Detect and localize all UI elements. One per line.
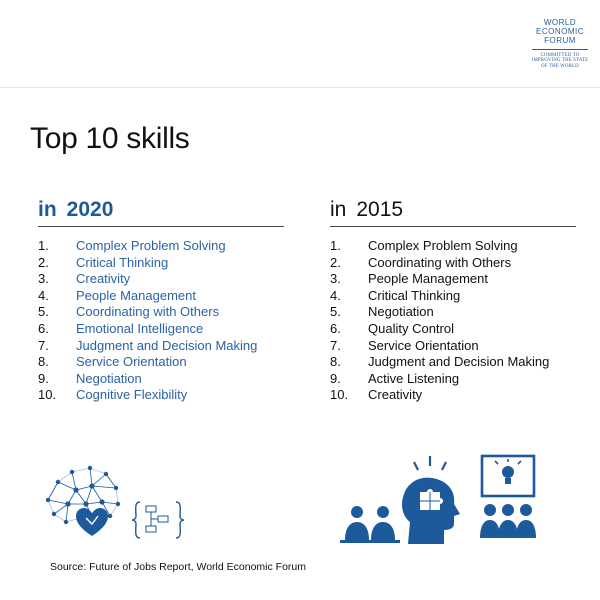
illustration-right [340, 452, 540, 547]
logo-line-1: WORLD [543, 18, 577, 27]
skill-name: Critical Thinking [368, 287, 461, 303]
column-heading-2015 [330, 196, 576, 226]
heading-year: 2020 [66, 198, 114, 221]
list-item [38, 304, 284, 321]
skill-name: Negotiation [76, 370, 142, 386]
flowchart-braces-icon [132, 502, 184, 538]
rank-number: 10. [38, 387, 57, 403]
rank-number: 9. [38, 370, 49, 386]
list-item [38, 321, 284, 338]
skill-name: Coordinating with Others [368, 254, 512, 270]
list-item [330, 304, 576, 321]
skill-name: Judgment and Decision Making [76, 337, 258, 353]
rank-number: 2. [330, 254, 341, 270]
skills-2020-column [38, 196, 284, 404]
skill-name: Complex Problem Solving [368, 238, 518, 253]
presentation-lightbulb-icon [480, 456, 536, 538]
logo-tagline-3: OF THE WORLD [541, 63, 579, 69]
page-title: Top 10 skills [30, 122, 190, 155]
skill-name: Judgment and Decision Making [368, 354, 550, 370]
rank-number: 7. [330, 337, 341, 353]
rank-number: 3. [330, 271, 341, 287]
skill-name: Service Orientation [368, 337, 479, 353]
rank-number: 5. [38, 304, 49, 320]
skill-name: Coordinating with Others [76, 304, 220, 320]
rank-number: 10. [330, 387, 349, 403]
wef-logo [528, 18, 592, 69]
list-item [330, 238, 576, 255]
skill-name: Creativity [368, 387, 423, 403]
rank-number: 9. [330, 370, 341, 386]
list-item [330, 338, 576, 355]
list-item [38, 288, 284, 305]
logo-tagline-1: COMMITTED TO [540, 53, 580, 58]
list-item [330, 321, 576, 338]
header-band [0, 0, 600, 88]
list-item [38, 387, 284, 404]
skill-name: Critical Thinking [76, 254, 169, 270]
rank-number: 7. [38, 337, 49, 353]
rank-number: 8. [38, 354, 49, 370]
rank-number: 2. [38, 254, 49, 270]
skills-list-2015 [330, 238, 576, 404]
source-note: Source: Future of Jobs Report, World Economic Forum [50, 561, 306, 573]
skill-name: Negotiation [368, 304, 434, 320]
skill-name: People Management [76, 287, 196, 303]
list-item [38, 371, 284, 388]
heading-prefix: in [330, 198, 347, 221]
rank-number: 6. [38, 320, 49, 336]
rank-number: 4. [330, 287, 341, 303]
logo-divider [532, 49, 588, 50]
rank-number: 1. [38, 238, 49, 253]
list-item [330, 354, 576, 371]
column-divider [330, 226, 576, 227]
skill-name: Complex Problem Solving [76, 238, 226, 253]
skill-name: Cognitive Flexibility [76, 387, 188, 403]
column-divider [38, 226, 284, 227]
list-item [330, 255, 576, 272]
list-item [38, 354, 284, 371]
column-heading-2020 [38, 196, 284, 226]
list-item [38, 271, 284, 288]
rank-number: 5. [330, 304, 341, 320]
list-item [38, 338, 284, 355]
skill-name: Creativity [76, 271, 131, 287]
skill-name: Emotional Intelligence [76, 320, 204, 336]
list-item [38, 255, 284, 272]
heading-prefix: in [38, 198, 57, 221]
skill-name: People Management [368, 271, 488, 287]
illustration-left [40, 460, 190, 540]
skill-name: Active Listening [368, 370, 460, 386]
list-item [330, 288, 576, 305]
interview-people-icon [340, 506, 400, 543]
list-item [330, 271, 576, 288]
rank-number: 4. [38, 287, 49, 303]
rank-number: 1. [330, 238, 341, 253]
rank-number: 3. [38, 271, 49, 287]
list-item [330, 387, 576, 404]
logo-line-3: FORUM [544, 36, 576, 45]
logo-tagline-2: IMPROVING THE STATE [531, 58, 589, 64]
list-item [330, 371, 576, 388]
head-puzzle-icon [402, 456, 460, 544]
skills-2015-column [330, 196, 576, 404]
skills-list-2020 [38, 238, 284, 404]
rank-number: 6. [330, 320, 341, 336]
skill-name: Service Orientation [76, 354, 187, 370]
rank-number: 8. [330, 354, 341, 370]
heart-puzzle-icon [76, 508, 108, 536]
logo-line-2: ECONOMIC [536, 27, 584, 36]
heading-year: 2015 [356, 198, 404, 221]
skill-name: Quality Control [368, 320, 454, 336]
list-item [38, 238, 284, 255]
